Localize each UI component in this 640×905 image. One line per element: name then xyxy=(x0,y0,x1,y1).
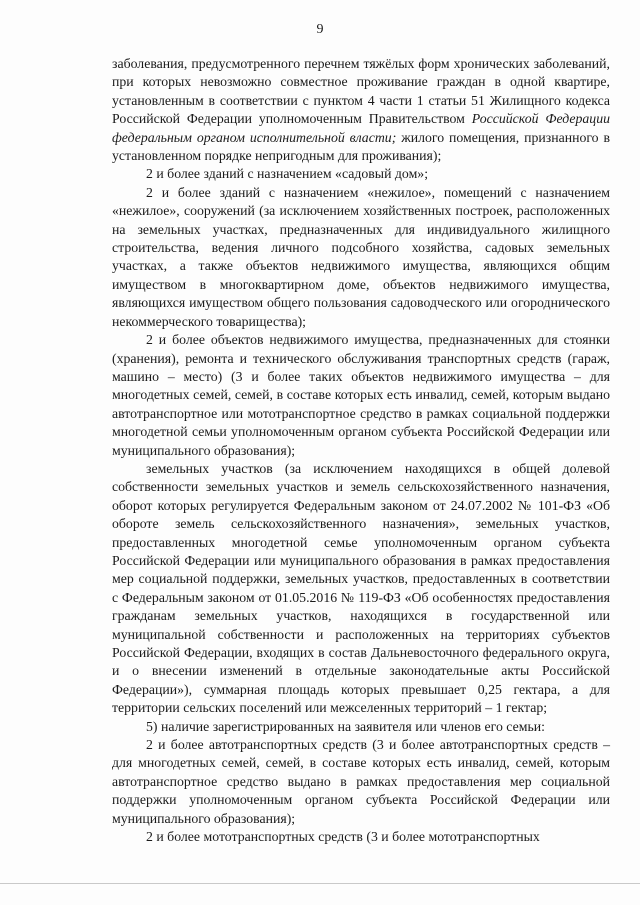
paragraph-2: 2 и более зданий с назначением «садовый дом»; xyxy=(146,166,429,182)
paragraph-3: 2 и более зданий с назначением «нежилое», помещений с назначением «нежилое», сооружений (за исключением хозяйственных построек, расположенных на земельных участках, предназначенных для индивидуального жилищного строительства, ведения личного подсобного хозяйства, садовых земельных участках, а также объектов недвижимого имущества, являющихся общим имуществом в многоквартирном доме, объектов недвижимого имущества, являющихся имуществом общего пользования садоводческого или огороднического некоммерческого товарищества); xyxy=(112,184,610,329)
paragraph-8: 2 и более мототранспортных средств (3 и более мототранспортных xyxy=(146,829,540,845)
paragraph-4: 2 и более объектов недвижимого имущества, предназначенных для стоянки (хранения), ремонта и технического обслуживания транспортных средств (гараж, машино – место) (3 и более таких объектов недвижимого имущества – для многодетных семей, семей, в составе которых есть инвалид, семей, которым выдано автотранспортное или мототранспортное средство в рамках социальной поддержки многодетной семьи уполномоченным органом субъекта Российской Федерации или муниципального образования); xyxy=(112,332,610,458)
page-bottom-edge xyxy=(0,883,640,884)
paragraph-7: 2 и более автотранспортных средств (3 и более автотранспортных средств – для многодетных семей, семей, в составе которых есть инвалид, семей, которым автотранспортное средство выдано в рамках предоставления мер социальной поддержки уполномоченным органом субъекта Российской Федерации или муниципального образования); xyxy=(112,737,610,826)
paragraph-5: земельных участков (за исключением находящихся в общей долевой собственности земельных участков и земель сельскохозяйственного назначения, оборот которых регулируется Федеральным законом от 24.07.2002 № 101-ФЗ «Об обороте земель сельскохозяйственного назначения», земельных участков, предоставленных многодетной семье уполномоченным органом субъекта Российской Федерации или муниципального образования в рамках предоставления мер социальной поддержки, земельных участков, предоставленных в соответствии с Федеральным законом от 01.05.2016 № 119-ФЗ «Об особенностях предоставления гражданам земельных участков, находящихся в государственной или муниципальной собственности и расположенных на территориях субъектов Российской Федерации, входящих в состав Дальневосточного федерального округа, и о внесении изменений в отдельные законодательные акты Российской Федерации»), суммарная площадь которых превышает 0,25 гектара, а для территории сельских поселений или межселенных территорий – 1 гектар; xyxy=(112,460,610,716)
document-body xyxy=(112,55,610,846)
paragraph-1-italic-text: Российской Федерации федеральным органом исполнительной власти; xyxy=(112,111,611,145)
paragraph-1-text: заболевания, предусмотренного перечнем тяжёлых форм хронических заболеваний, при которых невозможно совместное проживание граждан в одной квартире, установленным в соответствии с пунктом 4 части 1 статьи 51 Жилищного кодекса Российской Федерации уполномоченным Правительством xyxy=(112,56,610,127)
page-number: 9 xyxy=(316,22,324,37)
paragraph-6: 5) наличие зарегистрированных на заявителя или членов его семьи: xyxy=(146,718,545,734)
paragraph-1 xyxy=(112,55,610,165)
paragraph-1-text-end: жилого помещения, признанного в установленном порядке непригодным для проживания); xyxy=(112,129,610,164)
